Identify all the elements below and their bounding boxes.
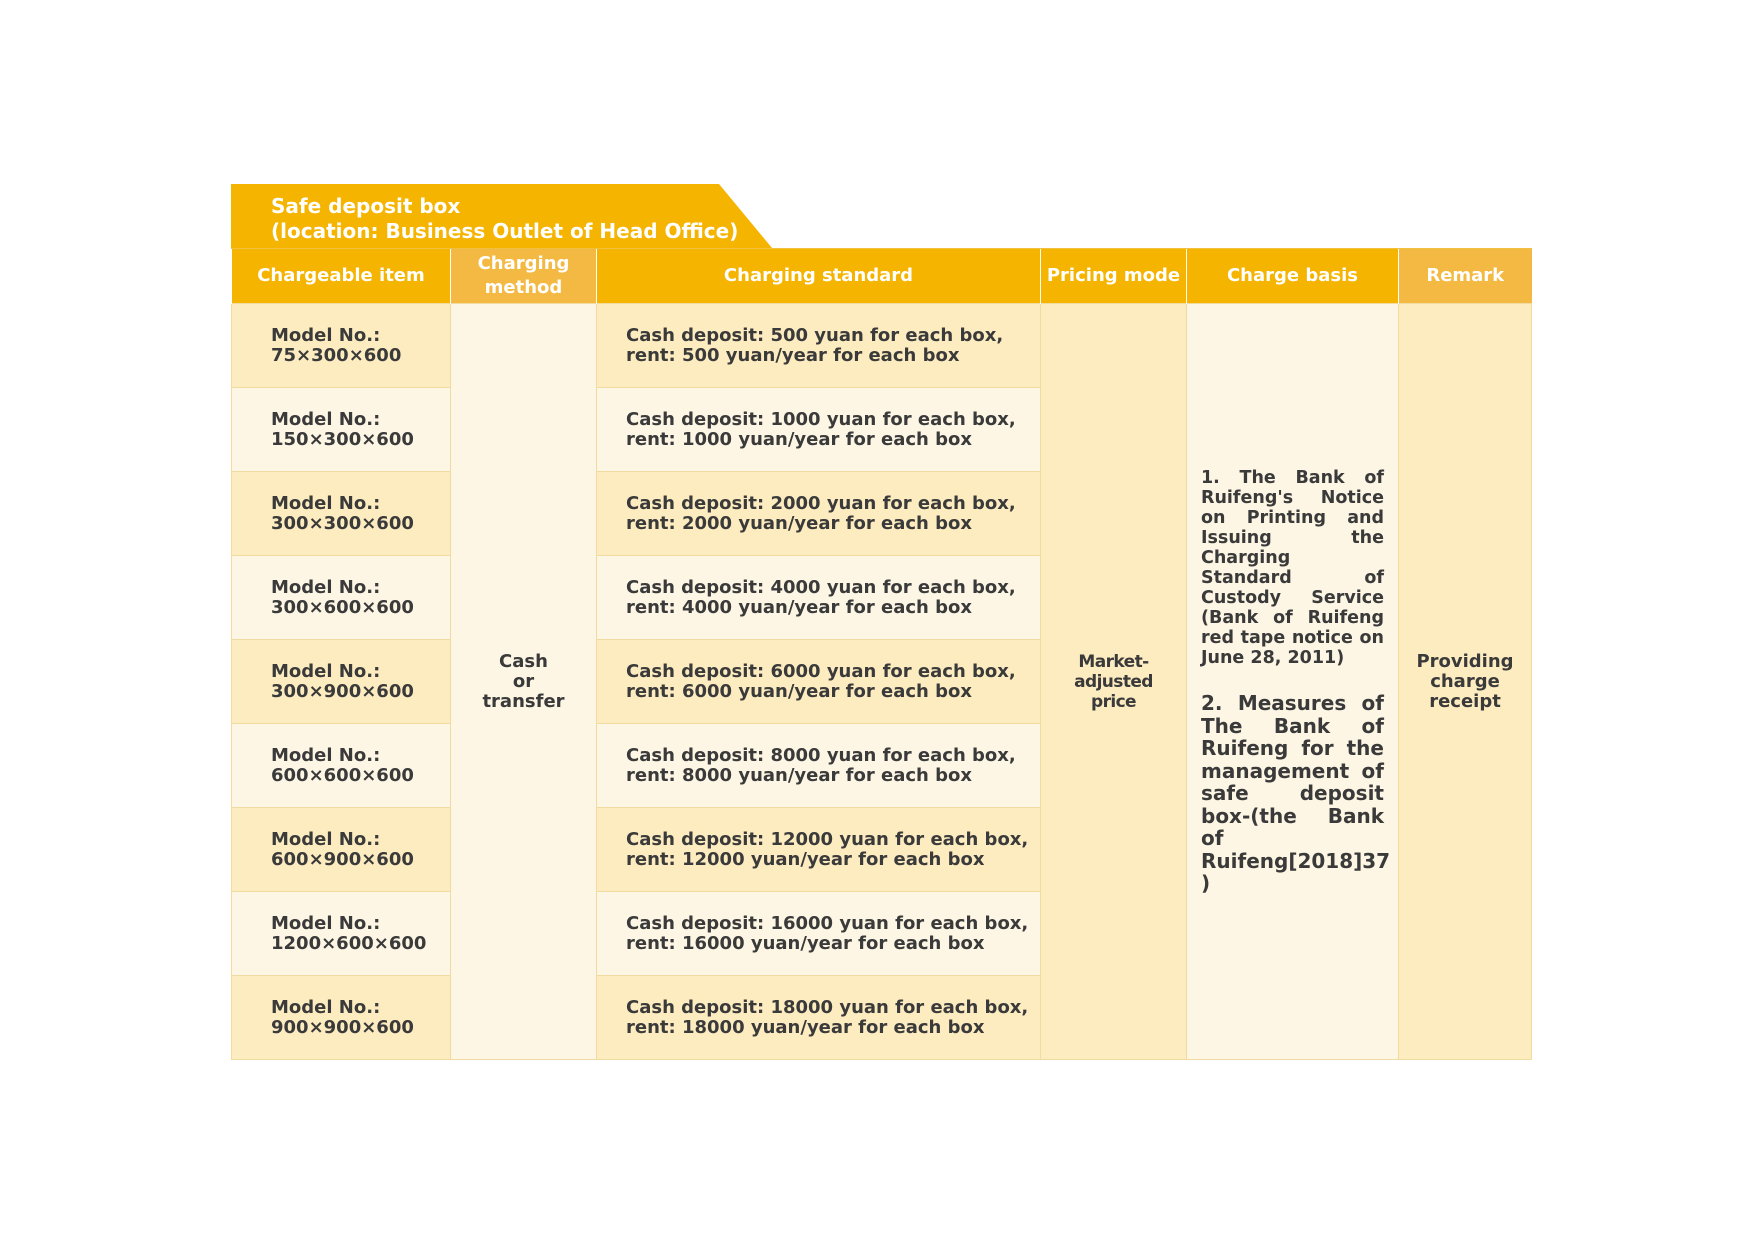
model-label: Model No.: xyxy=(271,744,381,766)
model-label: Model No.: xyxy=(271,660,381,682)
standard-cell: Cash deposit: 500 yuan for each box, rent: 500 yuan/year for each box xyxy=(597,304,1041,388)
table-row xyxy=(232,304,1532,388)
model-label: Model No.: xyxy=(271,912,381,934)
model-value: 75×300×600 xyxy=(271,344,402,366)
model-cell xyxy=(232,892,451,976)
model-value: 600×900×600 xyxy=(271,848,414,870)
model-cell xyxy=(232,808,451,892)
col-remark: Remark xyxy=(1399,249,1532,304)
pricing-line: price xyxy=(1091,691,1136,712)
panel-title xyxy=(271,194,738,244)
panel-title-line1: Safe deposit box xyxy=(271,194,461,218)
fee-table xyxy=(231,248,1532,1060)
panel-title-line2: (location: Business Outlet of Head Office) xyxy=(271,219,739,243)
model-label: Model No.: xyxy=(271,492,381,514)
model-value: 300×600×600 xyxy=(271,596,414,618)
model-cell xyxy=(232,724,451,808)
remark-line: Providing xyxy=(1416,650,1514,672)
model-cell xyxy=(232,556,451,640)
model-cell xyxy=(232,640,451,724)
standard-cell: Cash deposit: 16000 yuan for each box, rent: 16000 yuan/year for each box xyxy=(597,892,1041,976)
charge-basis-item-1: 1. The Bank of Ruifeng's Notice on Printing and Issuing the Charging Standard of Custody Service (Bank of Ruifeng red tape notice on June 28, 2011) xyxy=(1201,468,1384,669)
pricing-mode-cell xyxy=(1041,304,1187,1060)
model-value: 900×900×600 xyxy=(271,1016,414,1038)
header-row xyxy=(232,249,1532,304)
model-label: Model No.: xyxy=(271,408,381,430)
model-value: 300×300×600 xyxy=(271,512,414,534)
model-cell xyxy=(232,976,451,1060)
col-pricing-mode: Pricing mode xyxy=(1041,249,1187,304)
remark-line: charge xyxy=(1430,670,1500,692)
col-charging-method: Charging method xyxy=(451,249,597,304)
model-cell xyxy=(232,472,451,556)
standard-cell: Cash deposit: 12000 yuan for each box, rent: 12000 yuan/year for each box xyxy=(597,808,1041,892)
method-line: transfer xyxy=(482,690,565,712)
standard-cell: Cash deposit: 2000 yuan for each box, rent: 2000 yuan/year for each box xyxy=(597,472,1041,556)
model-value: 150×300×600 xyxy=(271,428,414,450)
charge-basis-item-2: 2. Measures of The Bank of Ruifeng for the management of safe deposit box-(the Bank of Ruifeng[2018]37 ) xyxy=(1201,691,1391,896)
standard-cell: Cash deposit: 1000 yuan for each box, rent: 1000 yuan/year for each box xyxy=(597,388,1041,472)
model-label: Model No.: xyxy=(271,828,381,850)
model-cell xyxy=(232,388,451,472)
model-cell xyxy=(232,304,451,388)
method-line: Cash xyxy=(499,650,548,672)
standard-cell: Cash deposit: 6000 yuan for each box, rent: 6000 yuan/year for each box xyxy=(597,640,1041,724)
remark-line: receipt xyxy=(1429,690,1501,712)
model-label: Model No.: xyxy=(271,996,381,1018)
model-value: 300×900×600 xyxy=(271,680,414,702)
pricing-line: Market-adjusted xyxy=(1074,651,1153,692)
model-label: Model No.: xyxy=(271,576,381,598)
model-value: 600×600×600 xyxy=(271,764,414,786)
charging-method-cell xyxy=(451,304,597,1060)
model-label: Model No.: xyxy=(271,324,381,346)
col-charge-basis: Charge basis xyxy=(1187,249,1399,304)
col-charging-standard: Charging standard xyxy=(597,249,1041,304)
standard-cell: Cash deposit: 4000 yuan for each box, rent: 4000 yuan/year for each box xyxy=(597,556,1041,640)
col-chargeable-item: Chargeable item xyxy=(232,249,451,304)
remark-cell xyxy=(1399,304,1532,1060)
method-line: or xyxy=(512,670,535,692)
standard-cell: Cash deposit: 18000 yuan for each box, rent: 18000 yuan/year for each box xyxy=(597,976,1041,1060)
model-value: 1200×600×600 xyxy=(271,932,427,954)
charge-basis-cell xyxy=(1187,304,1399,1060)
standard-cell: Cash deposit: 8000 yuan for each box, rent: 8000 yuan/year for each box xyxy=(597,724,1041,808)
